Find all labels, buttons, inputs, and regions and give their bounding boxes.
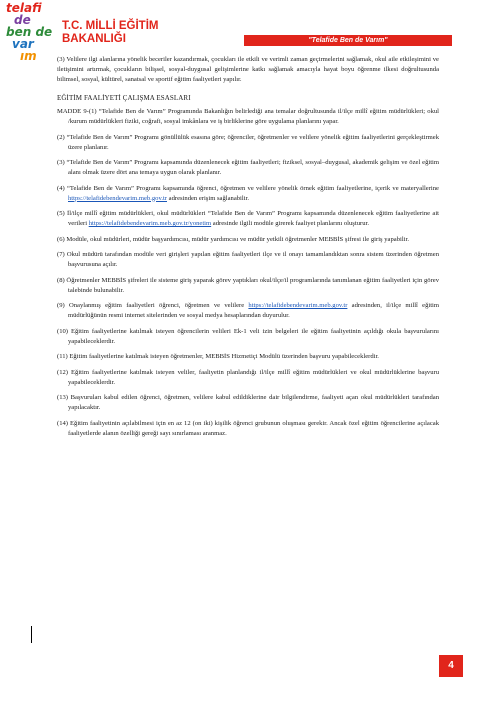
paragraph-9-text-end: adresinden, il/ilçe millî eğitim müdürlüğünün resmi internet sitelerinden ve sosyal medya hesaplarından duyurulur. xyxy=(68,302,439,319)
article-paragraph-8: (8) Öğretmenler MEBBİS şifreleri ile sisteme giriş yaparak görev yaptıkları okul/ilçe/il programlarında tanımlanan eğitim faaliyetleri için görev talebinde bulunabilir. xyxy=(57,276,439,294)
article-paragraph-1: MADDE 9-(1) “Telafide Ben de Varım” Programında Bakanlığın belirlediği ana temalar doğrultusunda il/ilçe millî eğitim müdürlükleri; okul /kurum müdürlükleri fiziki, coğrafi, sosyal imkânlara ve iş birliklerine göre uygulama planlarını yapar. xyxy=(57,108,439,125)
article-paragraph-9 xyxy=(57,301,439,321)
logo-line-3: ben de xyxy=(6,25,53,39)
ministry-line-2: BAKANLIĞI xyxy=(62,33,126,45)
section-heading: EĞİTİM FAALİYETİ ÇALIŞMA ESASLARI xyxy=(57,94,191,102)
program-title-ribbon: "Telafide Ben de Varım" xyxy=(244,35,452,46)
logo-line-4: var xyxy=(12,37,34,51)
logo-line-2: de xyxy=(14,13,31,27)
article-paragraph-11: (11) Eğitim faaliyetlerine katılmak isteyen öğretmenler, MEBBİS Hizmetiçi Modülü üzerinden başvuru yapabileceklerdir. xyxy=(57,353,379,360)
page-number-badge: 4 xyxy=(439,655,463,677)
paragraph-9-text-start: (9) Onaylanmış eğitim faaliyetleri öğrenci, öğretmen ve velilere xyxy=(57,302,249,309)
article-paragraph-6: (6) Modüle, okul müdürleri, müdür başyardımcısı, müdür yardımcısı ve müdür yetkili öğretmenler MEBBİS şifresi ile giriş yapabilir. xyxy=(57,235,409,243)
ministry-name xyxy=(62,20,158,46)
article-paragraph-3: (3) “Telafide Ben de Varım” Programı kapsamında düzenlenecek eğitim faaliyetleri; fiziksel, sosyal–duygusal, akademik gelişim ve özel eğitim alanı olmak üzere dört ana temaya uygun olarak planlanır. xyxy=(57,159,439,176)
logo-line-5: ım xyxy=(20,49,37,63)
paragraph-4-link[interactable]: https://telafidebendevarim.meb.gov.tr xyxy=(68,194,167,202)
paragraph-5-text-end: adresinde ilgili modüle girerek faaliyet planlarını oluşturur. xyxy=(211,220,369,227)
ministry-line-1: T.C. MİLLİ EĞİTİM xyxy=(62,20,159,32)
intro-paragraph: (3) Velilere ilgi alanlarına yönelik beceriler kazandırmak, çocukları ile etkili ve verimli zaman geçirmelerini sağlamak, okul aile etkileşimini ve iletişimini artırmak, çocukların bilişsel, sosyal-duygusal gelişimlerine katkı sağlamak amacıyla hayat boyu öğrenme ilkesi doğrultusunda bilimsel, sosyal, kültürel, sanatsal ve sportif eğitim faaliyetleri yapılır. xyxy=(57,56,439,83)
paragraph-9-link[interactable]: https://telafidebendevarim.meb.gov.tr xyxy=(248,302,348,309)
article-paragraph-2: (2) “Telafide Ben de Varım” Programı gönüllülük esasına göre; öğrenciler, öğretmenler ve velilere yönelik eğitim faaliyetlerini gerçekleştirmek üzere planlanır. xyxy=(57,133,439,151)
paragraph-5-text-start: (5) İl/ilçe millî eğitim müdürlükleri, okul müdürlükleri “Telafide Ben de Varım” Programı kapsamında düzenlenecek eğitim faaliyetlerine ait verileri xyxy=(57,210,439,227)
text-cursor xyxy=(31,626,32,643)
article-paragraph-13: (13) Başvuruları kabul edilen öğrenci, öğretmen, velilere kabul edildiklerine dair bilgilendirme, faaliyeti açan okul müdürlükleri tarafından yapılacaktır. xyxy=(57,394,439,411)
telafide-logo xyxy=(6,2,56,66)
article-paragraph-14: (14) Eğitim faaliyetinin açılabilmesi için en az 12 (on iki) kişilik öğrenci grubunun oluşması gerekir. Ancak özel eğitim öğrencilerine açılacak faaliyetlerde alanın özelliği gereği sayı sınırlaması aranmaz. xyxy=(57,419,439,437)
article-paragraph-7: (7) Okul müdürü tarafından modüle veri girişleri yapılan eğitim faaliyetleri ilçe ve il onayı tamamlandıktan sonra sistem üzerinden öğretmen başvurusuna açılır. xyxy=(57,251,439,268)
article-paragraph-10: (10) Eğitim faaliyetlerine katılmak isteyen öğrencilerin velileri Ek-1 veli izin belgeleri ile eğitim faaliyetinin açıldığı okula başvurularını yapabileceklerdir. xyxy=(57,327,439,345)
paragraph-4-text-start: (4) “Telafide Ben de Varım” Programı kapsamında öğrenci, öğretmen ve velilere yönelik örnek eğitim faaliyetlerine, içerik ve materyallerine xyxy=(57,184,439,192)
article-paragraph-12: (12) Eğitim faaliyetlerine katılmak isteyen veliler, faaliyetin planlandığı il/ilçe millî eğitim müdürlükleri ve okul müdürlüklerine başvuru yapabileceklerdir. xyxy=(57,368,439,386)
article-paragraph-4 xyxy=(57,184,439,204)
paragraph-4-text-end: adresinden erişim sağlanabilir. xyxy=(167,194,250,202)
article-paragraph-5 xyxy=(57,209,439,229)
logo-line-1: telafi xyxy=(6,1,42,15)
paragraph-5-link[interactable]: https://telafidebendevarim.meb.gov.tr/yonetim xyxy=(88,220,212,227)
document-body xyxy=(57,55,439,444)
